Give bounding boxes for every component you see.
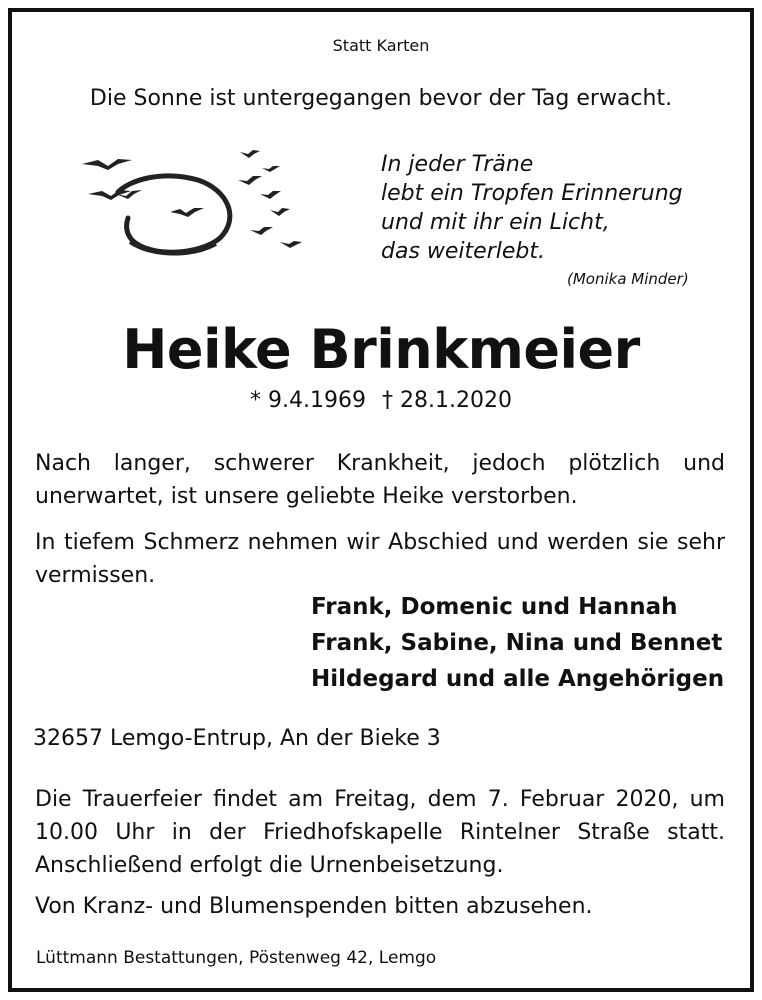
- poem-author: (Monika Minder): [567, 270, 689, 288]
- farewell-text: In tiefem Schmerz nehmen wir Abschied und werden sie sehr vermissen.: [35, 530, 725, 588]
- funeral-home-footer: Lüttmann Bestattungen, Pöstenweg 42, Lemgo: [36, 948, 437, 968]
- death-date: † 28.1.2020: [382, 388, 512, 413]
- family-line: Frank, Domenic und Hannah: [311, 594, 678, 620]
- poem-line: und mit ihr ein Licht,: [381, 210, 610, 235]
- poem-line: lebt ein Tropfen Erinnerung: [381, 181, 683, 206]
- poem: [381, 150, 683, 266]
- funeral-text: Die Trauerfeier findet am Freitag, dem 7. Februar 2020, um 10.00 Uhr in der Friedhofskapelle Rintelner Straße statt. Anschließend erfolgt die Urnenbeisetzung.: [35, 787, 725, 878]
- family-line: Hildegard und alle Angehörigen: [311, 666, 725, 692]
- address: 32657 Lemgo-Entrup, An der Bieke 3: [33, 726, 441, 751]
- family-line: Frank, Sabine, Nina und Bennet: [311, 630, 723, 656]
- family-signatures: [311, 589, 724, 697]
- deceased-name: Heike Brinkmeier: [122, 318, 640, 381]
- poem-line: das weiterlebt.: [381, 239, 545, 264]
- birth-date: * 9.4.1969: [250, 388, 366, 413]
- poem-line: In jeder Träne: [381, 152, 534, 177]
- life-dates: [0, 388, 762, 413]
- sun-with-birds-icon: [70, 140, 310, 270]
- statt-karten-label: Statt Karten: [332, 36, 430, 55]
- motto-text: Die Sonne ist untergegangen bevor der Tag erwacht.: [89, 86, 673, 111]
- announcement-text: Nach langer, schwerer Krankheit, jedoch plötzlich und unerwartet, ist unsere geliebte Heike verstorben.: [35, 451, 725, 509]
- flowers-note: Von Kranz- und Blumenspenden bitten abzusehen.: [35, 894, 593, 919]
